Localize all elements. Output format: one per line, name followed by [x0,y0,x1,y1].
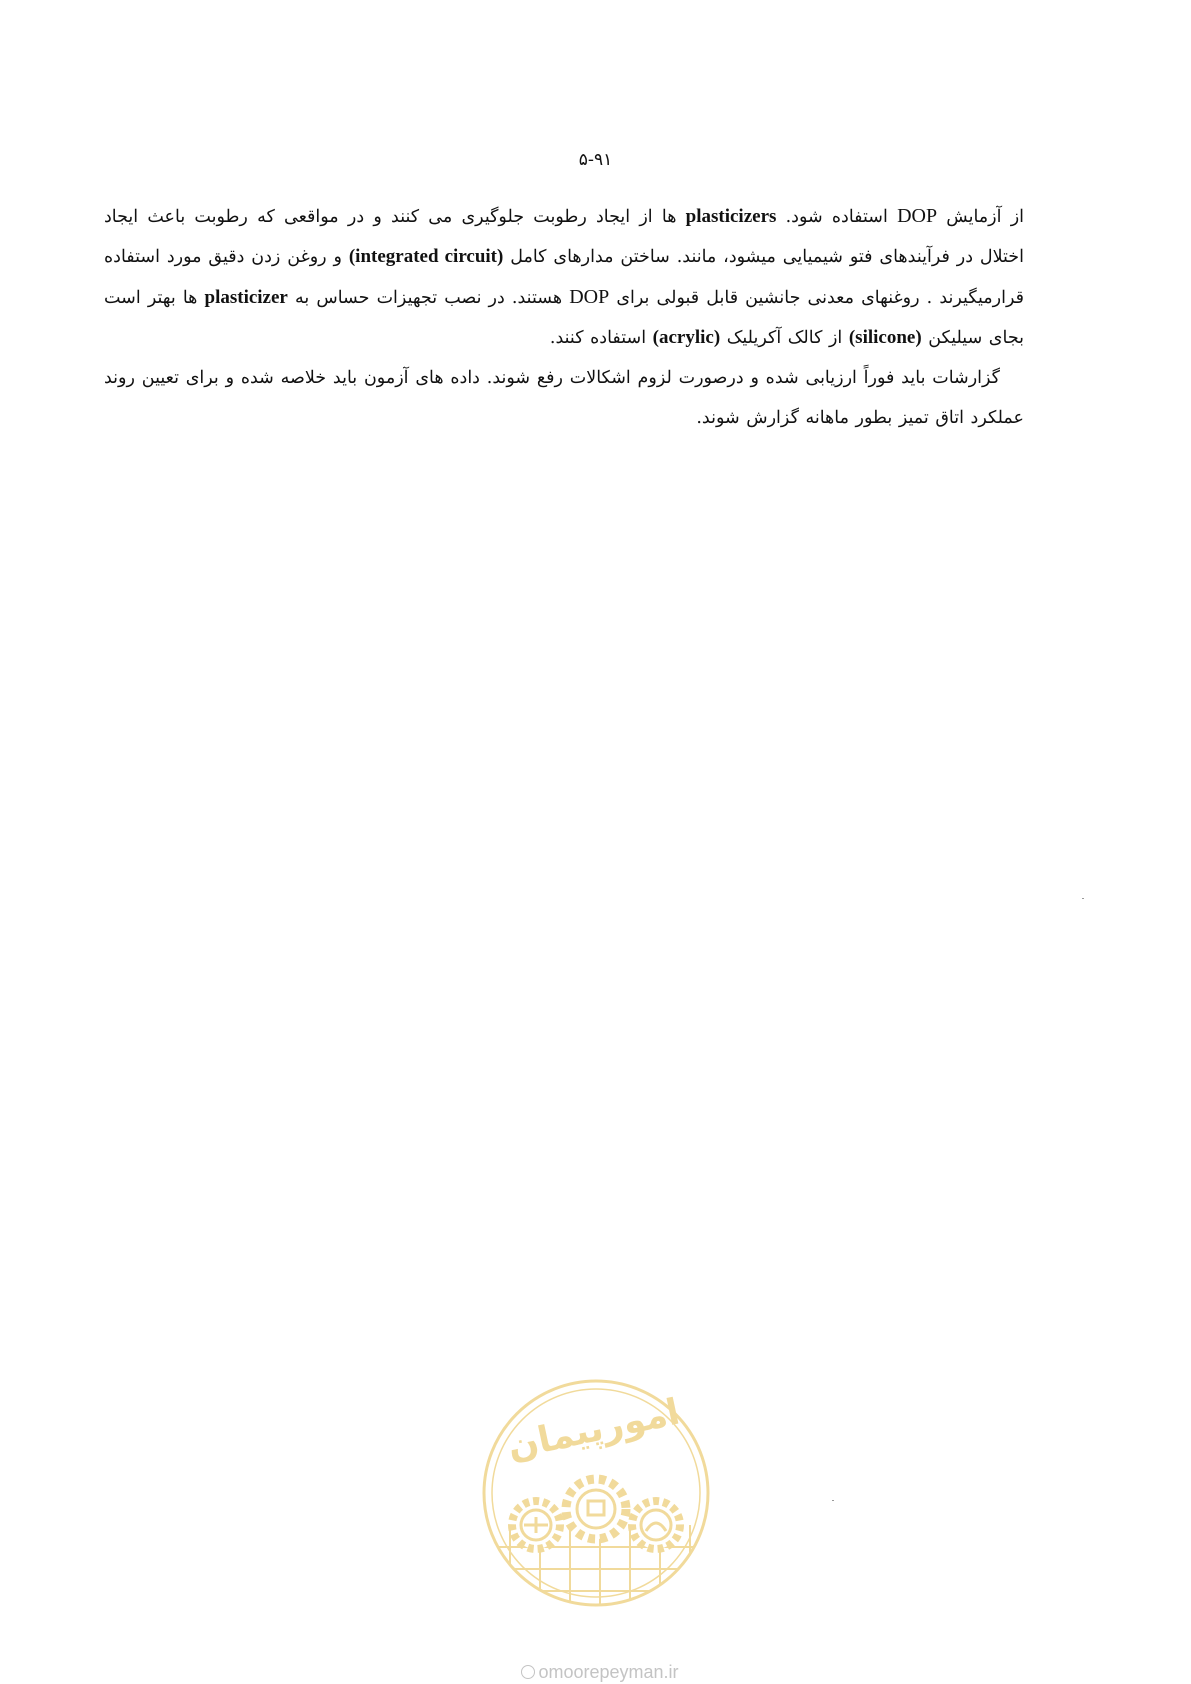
omoorepeyman-logo-watermark [478,1375,714,1611]
gear-icon [512,1501,560,1549]
text-run: از کالک آکریلیک [720,328,849,348]
paragraph-1 [104,196,1024,358]
term-integrated-circuit: (integrated circuit) [348,246,504,267]
text-run: و روغن زدن دقیق مورد استفاده قرارمیگیرند . روغنهای معدنی جانشین قابل قبولی برای [104,247,1024,308]
watermark-url: omoorepeyman.ir [538,1662,679,1682]
term-silicone: (silicone) [848,327,922,348]
text-run: استفاده کنند. [549,328,653,348]
term-acrylic: (acrylic) [652,327,721,348]
paragraph-2: گزارشات باید فوراً ارزیابی شده و درصورت لزوم اشکالات رفع شوند. داده های آزمون باید خلاصه شده و برای تعیین روند عملکرد اتاق تمیز بطور ماهانه گزارش شوند. [104,368,1024,428]
text-run: استفاده شود. [776,207,898,227]
term-dop: DOP [897,205,938,227]
gear-icon [632,1501,680,1549]
text-run: ها از ایجاد رطوبت جلوگیری می کنند و در مواقعی که رطوبت باعث ایجاد اختلال در فرآیندهای فتو شیمیایی میشود، مانند. ساختن مدارهای کامل [104,207,1024,267]
logo-lettering: امورپیمان [503,1391,684,1468]
text-run: از آزمایش [937,207,1025,227]
body-text [104,196,1024,438]
text-run: هستند. در نصب تجهیزات حساس به [287,288,570,308]
scan-speck [1082,898,1084,899]
scan-speck [832,1500,834,1501]
term-plasticizer: plasticizer [204,287,288,308]
globe-icon [521,1665,535,1679]
page-number: ۵-۹۱ [578,150,613,170]
term-dop: DOP [569,286,610,308]
gear-icon [566,1479,626,1539]
term-plasticizers: plasticizers [685,206,777,227]
text-run: ها بهتر است بجای سیلیکن [104,288,1024,348]
watermark-caption [490,1662,710,1683]
